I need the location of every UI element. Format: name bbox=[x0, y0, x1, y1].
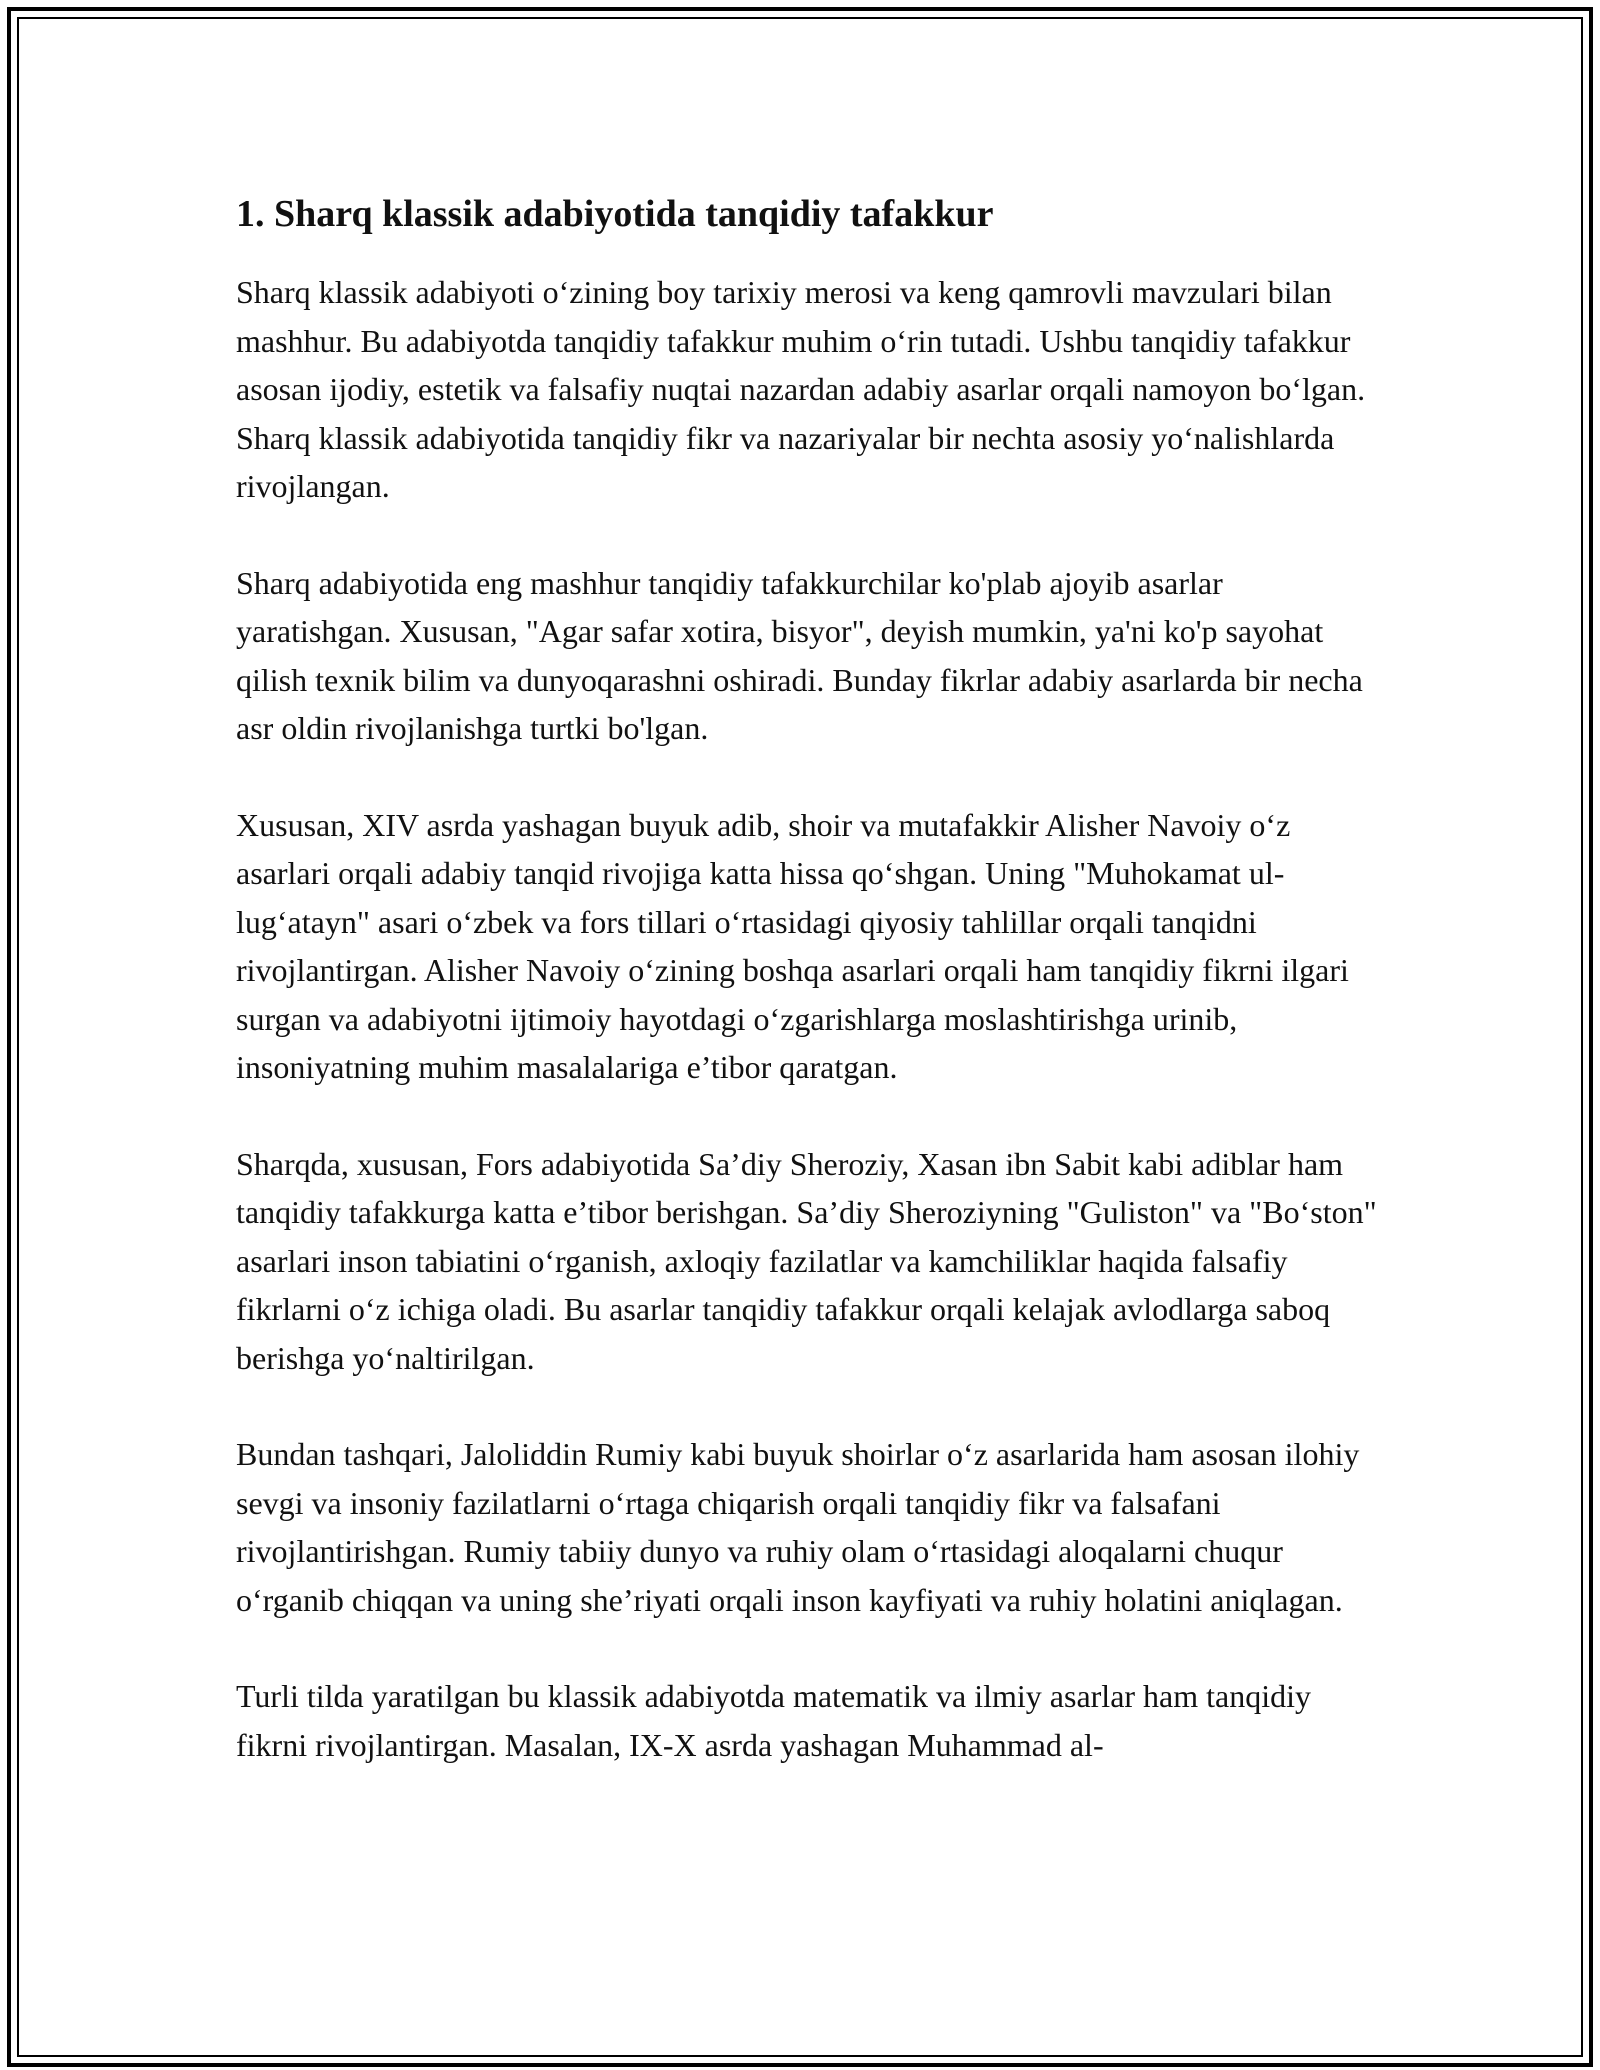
document-body bbox=[236, 188, 1386, 1817]
paragraph-6: Turli tilda yaratilgan bu klassik adabiyotda matematik va ilmiy asarlar ham tanqidiy fikrni rivojlantirgan. Masalan, IX-X asrda yashagan Muhammad al- bbox=[236, 1678, 1312, 1763]
paragraph-1: Sharq klassik adabiyoti o‘zining boy tarixiy merosi va keng qamrovli mavzulari bilan mashhur. Bu adabiyotda tanqidiy tafakkur muhim o‘rin tutadi. Ushbu tanqidiy tafakkur asosan ijodiy, estetik va falsafiy nuqtai nazardan adabiy asarlar orqali namoyon bo‘lgan. Sharq klassik adabiyotida tanqidiy fikr va nazariyalar bir nechta asosiy yo‘nalishlarda rivojlangan. bbox=[236, 274, 1366, 504]
paragraph-4: Sharqda, xususan, Fors adabiyotida Sa’diy Sheroziy, Xasan ibn Sabit kabi adiblar ham tanqidiy tafakkurga katta e’tibor berishgan. Sa’diy Sheroziyning "Guliston" va "Bo‘ston" asarlari inson tabiatini o‘rganish, axloqiy fazilatlar va kamchiliklar haqida falsafiy fikrlarni o‘z ichiga oladi. Bu asarlar tanqidiy tafakkur orqali kelajak avlodlarga saboq berishga yo‘naltirilgan. bbox=[236, 1145, 1377, 1376]
paragraph-3: Xususan, XIV asrda yashagan buyuk adib, shoir va mutafakkir Alisher Navoiy o‘z asarlari orqali adabiy tanqid rivojiga katta hissa qo‘shgan. Uning "Muhokamat ul-lug‘atayn" asari o‘zbek va fors tillari o‘rtasidagi qiyosiy tahlillar orqali tanqidni rivojlantirgan. Alisher Navoiy o‘zining boshqa asarlari orqali ham tanqidiy fikrni ilgari surgan va adabiyotni ijtimoiy hayotdagi o‘zgarishlarga moslashtirishga urinib, insoniyatning muhim masalalariga e’tibor qaratgan. bbox=[236, 806, 1349, 1085]
paragraph-5: Bundan tashqari, Jaloliddin Rumiy kabi buyuk shoirlar o‘z asarlarida ham asosan ilohiy sevgi va insoniy fazilatlarni o‘rtaga chiqarish orqali tanqidiy fikr va falsafani rivojlantirishgan. Rumiy tabiiy dunyo va ruhiy olam o‘rtasidagi aloqalarni chuqur o‘rganib chiqqan va uning she’riyati orqali inson kayfiyati va ruhiy holatini aniqlagan. bbox=[236, 1436, 1360, 1618]
paragraph-2: Sharq adabiyotida eng mashhur tanqidiy tafakkurchilar ko'plab ajoyib asarlar yaratishgan. Xususan, "Agar safar xotira, bisyor", deyish mumkin, ya'ni ko'p sayohat qilish texnik bilim va dunyoqarashni oshiradi. Bunday fikrlar adabiy asarlarda bir necha asr oldin rivojlanishga turtki bo'lgan. bbox=[236, 564, 1363, 746]
section-heading: 1. Sharq klassik adabiyotida tanqidiy tafakkur bbox=[236, 193, 994, 235]
